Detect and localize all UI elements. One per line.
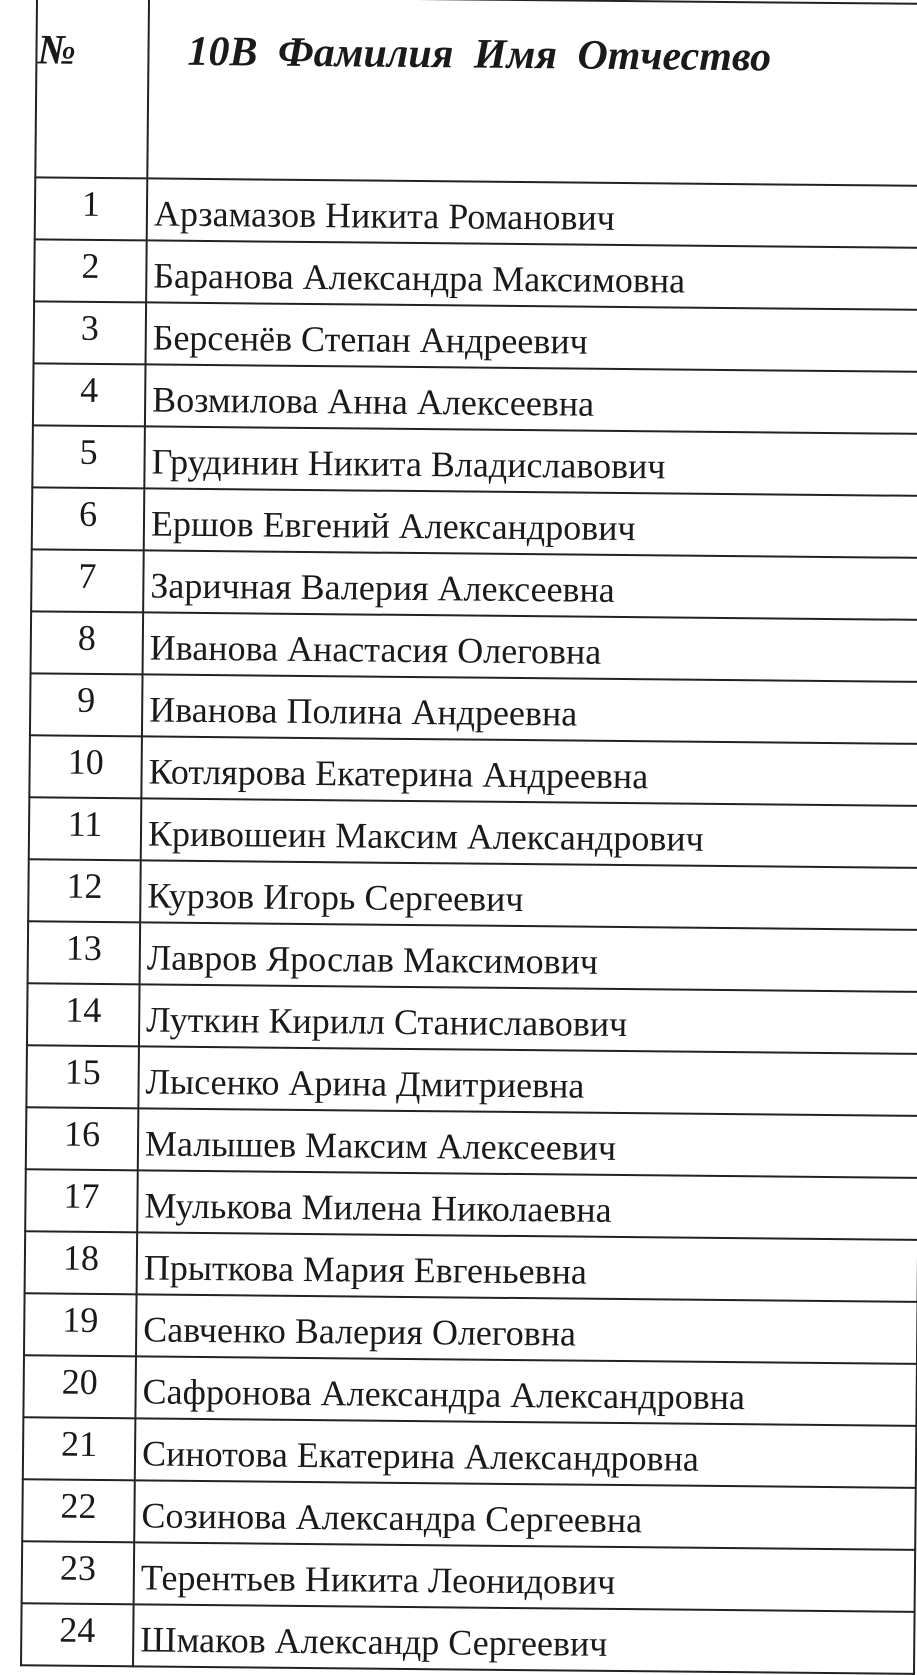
student-name: Берсенёв Степан Андреевич xyxy=(146,302,917,371)
row-number: 21 xyxy=(60,1423,98,1464)
row-number-cell xyxy=(31,549,144,612)
class-label: 10В xyxy=(187,28,258,76)
row-number: 10 xyxy=(67,741,104,783)
row-number: 13 xyxy=(65,927,103,969)
student-name: Кривошеин Максим Александрович xyxy=(141,798,917,867)
student-name: Синотова Екатерина Александровна xyxy=(135,1418,917,1487)
table-row xyxy=(28,921,917,992)
row-number: 12 xyxy=(66,865,103,907)
student-name: Грудинин Никита Владиславович xyxy=(144,426,917,495)
row-number-cell xyxy=(22,1541,135,1604)
table-row xyxy=(25,1169,917,1240)
student-name: Малышев Максим Алексеевич xyxy=(138,1108,917,1177)
row-number-cell xyxy=(29,735,142,798)
row-number: 2 xyxy=(81,245,100,286)
row-number-cell xyxy=(27,983,140,1046)
table-row xyxy=(29,735,917,806)
student-name: Сафронова Александра Александровна xyxy=(135,1356,917,1425)
student-name: Мулькова Милена Николаевна xyxy=(137,1170,917,1239)
row-number: 9 xyxy=(77,679,96,720)
student-name: Созинова Александра Сергеевна xyxy=(134,1480,916,1549)
table-row xyxy=(35,177,917,248)
row-number: 15 xyxy=(64,1051,101,1093)
table-row xyxy=(22,1479,916,1550)
row-number-cell xyxy=(35,177,148,240)
student-name: Курзов Игорь Сергеевич xyxy=(140,860,917,929)
row-number-cell xyxy=(30,673,143,736)
row-number-cell xyxy=(34,301,147,364)
row-number: 17 xyxy=(63,1175,100,1217)
row-number-cell xyxy=(29,797,142,860)
row-number: 20 xyxy=(61,1361,98,1403)
row-number: 4 xyxy=(80,369,99,410)
row-number: 1 xyxy=(81,183,101,224)
student-name: Лысенко Арина Дмитриевна xyxy=(138,1046,917,1115)
row-number: 5 xyxy=(79,431,98,472)
row-number-cell xyxy=(24,1293,137,1356)
table-row xyxy=(27,983,917,1054)
table-row xyxy=(32,425,917,496)
table-row xyxy=(30,673,917,744)
row-number-cell xyxy=(32,487,145,550)
table-row xyxy=(26,1045,917,1116)
table-row xyxy=(32,487,917,558)
row-number-cell xyxy=(34,239,147,302)
row-number: 7 xyxy=(78,555,97,596)
row-number: 24 xyxy=(59,1609,96,1650)
student-name: Ершов Евгений Александрович xyxy=(144,488,917,557)
table-row xyxy=(34,301,917,372)
student-name: Прыткова Мария Евгеньевна xyxy=(137,1232,917,1301)
table-row xyxy=(23,1355,917,1426)
number-column-header: № xyxy=(35,0,149,178)
table-row xyxy=(21,1603,915,1674)
row-number-cell xyxy=(23,1417,136,1480)
table-body xyxy=(21,177,917,1674)
row-number-cell xyxy=(32,425,145,488)
row-number-cell xyxy=(28,921,141,984)
row-number-cell xyxy=(31,611,144,674)
row-number: 22 xyxy=(60,1485,97,1526)
row-number-cell xyxy=(28,859,141,922)
student-name: Лавров Ярослав Максимович xyxy=(140,922,917,991)
student-name: Луткин Кирилл Станиславович xyxy=(139,984,917,1053)
table-row xyxy=(22,1541,916,1612)
row-number: 6 xyxy=(78,493,98,534)
student-name: Котлярова Екатерина Андреевна xyxy=(141,736,917,805)
student-name: Заричная Валерия Алексеевна xyxy=(143,550,917,619)
student-name: Арзамазов Никита Романович xyxy=(147,178,917,247)
table-row xyxy=(25,1231,917,1302)
student-name: Иванова Анастасия Олеговна xyxy=(143,612,917,681)
full-name-label: Фамилия Имя Отчество xyxy=(277,29,772,81)
table-row xyxy=(31,549,917,620)
table-row xyxy=(29,797,917,868)
row-number: 8 xyxy=(77,617,97,658)
table-row xyxy=(24,1293,917,1364)
row-number: 11 xyxy=(67,803,103,845)
row-number: 3 xyxy=(80,307,100,348)
student-name: Савченко Валерия Олеговна xyxy=(136,1294,917,1363)
table-row xyxy=(33,363,917,434)
row-number: 23 xyxy=(59,1547,97,1588)
student-name: Иванова Полина Андреевна xyxy=(142,674,917,743)
table-row xyxy=(34,239,917,310)
row-number: 19 xyxy=(62,1299,99,1341)
row-number: 14 xyxy=(65,989,102,1031)
student-name: Шмаков Александр Сергеевич xyxy=(133,1604,915,1673)
student-list-table xyxy=(20,0,917,1675)
row-number-cell xyxy=(25,1231,138,1294)
name-column-header xyxy=(147,0,917,186)
row-number-cell xyxy=(25,1169,138,1232)
row-number: 18 xyxy=(62,1237,100,1279)
row-number-cell xyxy=(33,363,146,426)
student-name: Возмилова Анна Алексеевна xyxy=(145,364,917,433)
row-number-cell xyxy=(26,1045,139,1108)
row-number-cell xyxy=(23,1355,136,1418)
row-number-cell xyxy=(26,1107,139,1170)
row-number: 16 xyxy=(63,1113,101,1155)
student-name: Баранова Александра Максимовна xyxy=(146,240,917,309)
row-number-cell xyxy=(21,1603,134,1666)
table-row xyxy=(26,1107,917,1178)
table-header-row xyxy=(35,0,917,186)
student-name: Терентьев Никита Леонидович xyxy=(134,1542,916,1611)
table-row xyxy=(31,611,917,682)
table-row xyxy=(28,859,917,930)
row-number-cell xyxy=(22,1479,135,1542)
table-row xyxy=(23,1417,917,1488)
